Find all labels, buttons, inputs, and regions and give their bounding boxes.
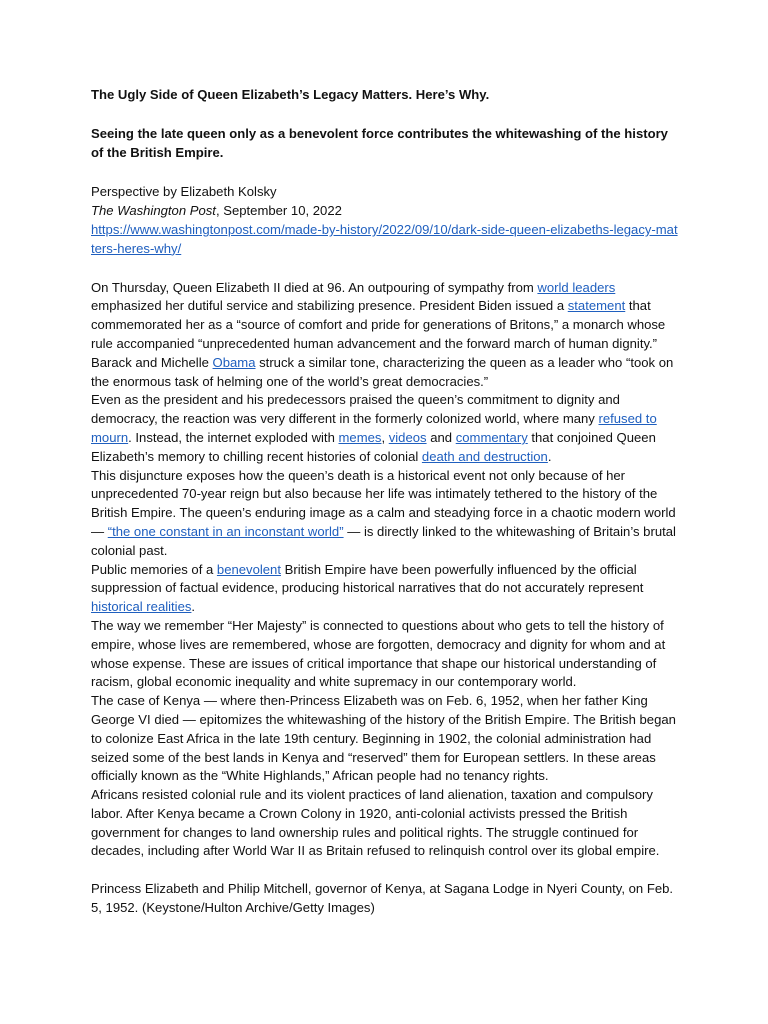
article-title: The Ugly Side of Queen Elizabeth’s Legacy Matters. Here’s Why. <box>91 87 490 102</box>
inline-link[interactable]: refused to mourn <box>91 411 657 445</box>
article-meta <box>91 183 681 258</box>
paragraph-text: Public memories of a <box>91 561 217 577</box>
paragraph-text: , <box>381 429 389 445</box>
inline-link[interactable]: Obama <box>212 354 256 370</box>
body-paragraph <box>91 561 681 617</box>
body-paragraph <box>91 391 681 466</box>
inline-link[interactable]: world leaders <box>537 279 616 295</box>
body-paragraph <box>91 279 681 392</box>
paragraph-text: British Empire have been powerfully influenced by the official suppression of factual evidence, producing historical narratives that do not accurately represent <box>91 561 644 596</box>
publication-name: The Washington Post <box>91 203 216 219</box>
body-paragraph <box>91 617 681 692</box>
paragraph-text: Even as the president and his predecessors praised the queen’s commitment to dignity and democracy, the reaction was very different in the formerly colonized world, where many <box>91 392 620 427</box>
body-paragraph <box>91 692 681 786</box>
document-page <box>91 86 681 918</box>
inline-link[interactable]: commentary <box>455 429 528 445</box>
paragraph-text: . <box>191 599 196 615</box>
inline-link[interactable]: videos <box>388 429 427 445</box>
paragraph-text: that conjoined Queen Elizabeth’s memory to chilling recent histories of colonial <box>91 429 656 464</box>
photo-caption: Princess Elizabeth and Philip Mitchell, governor of Kenya, at Sagana Lodge in Nyeri County, on Feb. 5, 1952. (Keystone/Hulton Archive/Getty Images) <box>91 881 674 916</box>
inline-link[interactable]: death and destruction <box>421 448 548 464</box>
inline-link[interactable]: historical realities <box>91 599 192 615</box>
inline-link[interactable]: statement <box>567 298 626 314</box>
paragraph-text: The way we remember “Her Majesty” is connected to questions about who gets to tell the history of empire, whose lives are remembered, whose are forgotten, democracy and dignity for whom and at whose expense. These are issues of critical importance that shape our historical understanding of racism, global economic inequality and white supremacy in our contemporary world. <box>91 617 666 690</box>
paragraph-text: and <box>426 429 456 445</box>
paragraph-text: The case of Kenya — where then-Princess Elizabeth was on Feb. 6, 1952, when her father King George VI died — epitomizes the whitewashing of the history of the British Empire. The British began to colonize East Africa in the late 19th century. Beginning in 1902, the colonial administration had seized some of the best lands in Kenya and “reserved” them for European settlers. In these areas officially known as the “White Highlands,” African people had no tenancy rights. <box>91 693 676 784</box>
inline-link[interactable]: benevolent <box>216 561 281 577</box>
byline: Perspective by Elizabeth Kolsky <box>91 184 277 200</box>
inline-link[interactable]: “the one constant in an inconstant world” <box>107 523 344 539</box>
publication-line <box>91 202 681 221</box>
paragraph-text: emphasized her dutiful service and stabilizing presence. President Biden issued a <box>91 298 568 314</box>
paragraph-text: . Instead, the internet exploded with <box>128 429 339 445</box>
body-paragraph <box>91 786 681 861</box>
paragraph-text: struck a similar tone, characterizing the queen as a leader who “took on the enormous task of helming one of the world’s great democracies.” <box>91 354 674 389</box>
paragraph-text: — is directly linked to the whitewashing of Britain’s brutal colonial past. <box>91 523 676 558</box>
inline-link[interactable]: memes <box>338 429 382 445</box>
paragraph-text: This disjuncture exposes how the queen’s death is a historical event not only because of her unprecedented 70-year reign but also because her life was intimately tethered to the history of the British Empire. The queen’s enduring image as a calm and steadying force in a chaotic modern world — <box>91 467 676 539</box>
article-body <box>91 279 681 862</box>
paragraph-text: . <box>547 448 552 464</box>
article-subtitle: Seeing the late queen only as a benevolent force contributes the whitewashing of the history of the British Empire. <box>91 125 668 160</box>
article-url-link[interactable]: https://www.washingtonpost.com/made-by-history/2022/09/10/dark-side-queen-elizabeths-legacy-matters-heres-why/ <box>91 221 678 256</box>
paragraph-text: that commemorated her as a “source of comfort and pride for generations of Britons,” a monarch whose rule accompanied “unprecedented human advancement and the forward march of human dignity.” Barack and Michelle <box>91 298 666 370</box>
paragraph-text: On Thursday, Queen Elizabeth II died at 96. An outpouring of sympathy from <box>91 279 538 295</box>
body-paragraph <box>91 467 681 561</box>
paragraph-text: Africans resisted colonial rule and its violent practices of land alienation, taxation and compulsory labor. After Kenya became a Crown Colony in 1920, anti-colonial activists pressed the British government for changes to land ownership rules and political rights. The struggle continued for decades, including after World War II as Britain refused to relinquish control over its global empire. <box>91 787 660 859</box>
publication-date: , September 10, 2022 <box>215 203 342 219</box>
